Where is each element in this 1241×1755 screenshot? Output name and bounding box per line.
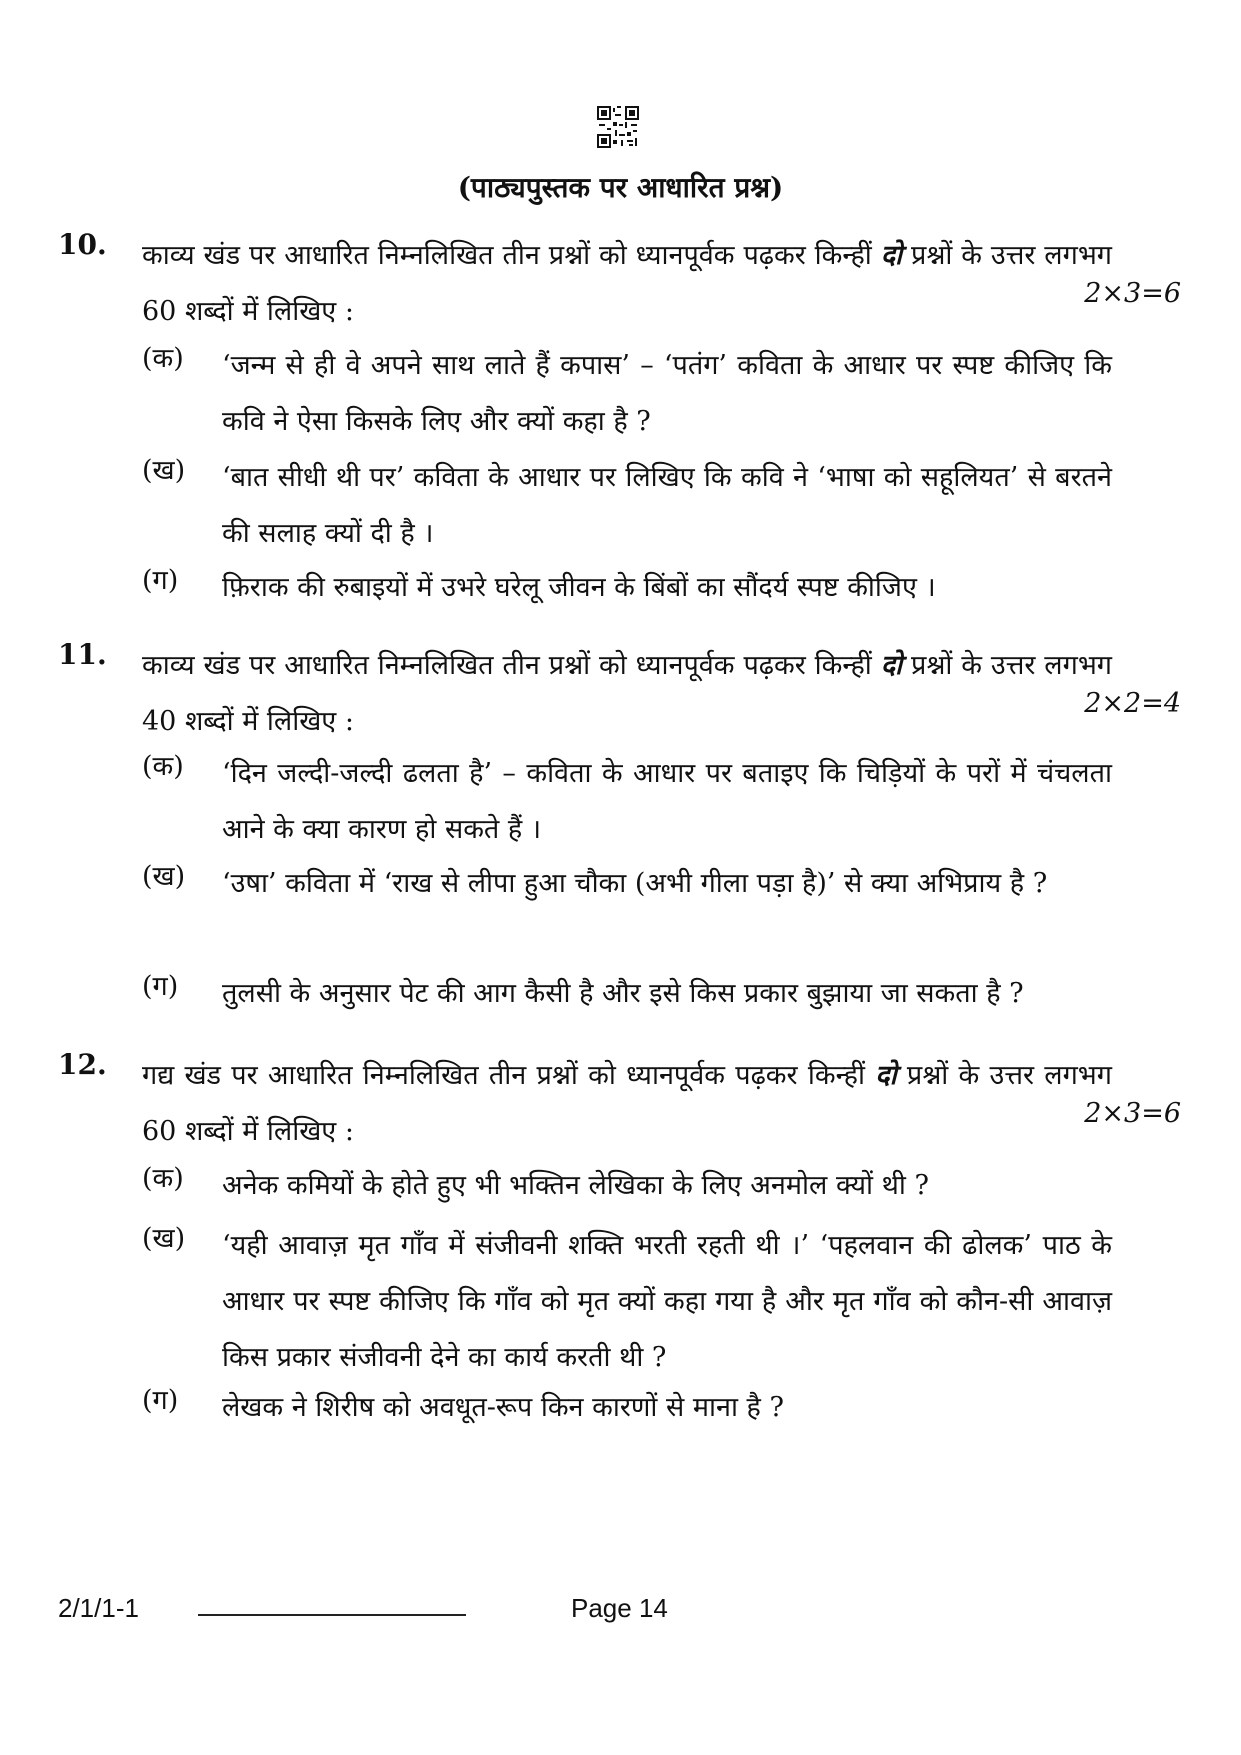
section-title: (पाठ्यपुस्तक पर आधारित प्रश्न) — [457, 171, 784, 204]
sub-question-label: (ग) — [142, 1385, 179, 1416]
question-text-emphasis: दो — [880, 240, 903, 271]
qr-code-icon — [597, 106, 639, 148]
question-number: 11. — [58, 638, 107, 671]
paper-code: 2/1/1-1 — [58, 1593, 139, 1623]
question-number: 10. — [58, 228, 107, 261]
sub-question-text: ‘जन्म से ही वे अपने साथ लाते हैं कपास’ – ‘पतंग’ कविता के आधार पर स्पष्ट कीजिए कि कवि ने ऐसा किसके लिए और क्यों कहा है ? — [222, 350, 1112, 437]
sub-question-label: (ख) — [142, 455, 186, 486]
sub-question-text: अनेक कमियों के होते हुए भी भक्तिन लेखिका के लिए अनमोल क्यों थी ? — [222, 1170, 929, 1201]
page-number: Page 14 — [571, 1593, 668, 1623]
question-marks: 2×2=4 — [1084, 688, 1181, 719]
sub-question-text: लेखक ने शिरीष को अवधूत-रूप किन कारणों से माना है ? — [222, 1392, 784, 1423]
question-text-pre: काव्य खंड पर आधारित निम्नलिखित तीन प्रश्नों को ध्यानपूर्वक पढ़कर किन्हीं — [142, 650, 872, 681]
sub-question-text: ‘दिन जल्दी-जल्दी ढलता है’ – कविता के आधार पर बताइए कि चिड़ियों के परों में चंचलता आने के क्या कारण हो सकते हैं । — [222, 758, 1112, 845]
sub-question-text: फ़िराक की रुबाइयों में उभरे घरेलू जीवन के बिंबों का सौंदर्य स्पष्ट कीजिए । — [222, 572, 936, 603]
question-text-emphasis: दो — [880, 650, 903, 681]
question-text — [142, 638, 1112, 750]
footer-divider — [198, 1614, 466, 1616]
question-marks: 2×3=6 — [1084, 1098, 1181, 1129]
question-text-post: प्रश्नों के उत्तर लगभग 60 शब्दों में लिखिए : — [142, 240, 1113, 327]
sub-question-text: तुलसी के अनुसार पेट की आग कैसी है और इसे किस प्रकार बुझाया जा सकता है ? — [222, 978, 1024, 1009]
sub-question-label: (क) — [142, 1163, 184, 1194]
question-text-post: प्रश्नों के उत्तर लगभग 60 शब्दों में लिखिए : — [142, 1060, 1112, 1147]
sub-question-text: ‘यही आवाज़ मृत गाँव में संजीवनी शक्ति भरती रहती थी ।’ ‘पहलवान की ढोलक’ पाठ के आधार पर स्पष्ट कीजिए कि गाँव को मृत क्यों कहा गया है और मृत गाँव को कौन-सी आवाज़ किस प्रकार संजीवनी देने का कार्य करती थी ? — [222, 1230, 1112, 1373]
sub-question-text: ‘उषा’ कविता में ‘राख से लीपा हुआ चौका (अभी गीला पड़ा है)’ से क्या अभिप्राय है ? — [222, 868, 1048, 899]
question-marks: 2×3=6 — [1084, 278, 1181, 309]
question-text — [142, 1048, 1112, 1160]
question-text-pre: काव्य खंड पर आधारित निम्नलिखित तीन प्रश्नों को ध्यानपूर्वक पढ़कर किन्हीं — [142, 240, 872, 271]
sub-question-label: (ख) — [142, 861, 186, 892]
question-text-post: प्रश्नों के उत्तर लगभग 40 शब्दों में लिखिए : — [142, 650, 1113, 737]
sub-question-label: (ख) — [142, 1223, 186, 1254]
question-text-emphasis: दो — [875, 1060, 897, 1091]
sub-question-label: (क) — [142, 343, 184, 374]
question-text-pre: गद्य खंड पर आधारित निम्नलिखित तीन प्रश्नों को ध्यानपूर्वक पढ़कर किन्हीं — [142, 1060, 865, 1091]
sub-question-label: (ग) — [142, 971, 179, 1002]
question-text — [142, 228, 1112, 340]
sub-question-label: (ग) — [142, 565, 179, 596]
sub-question-text: ‘बात सीधी थी पर’ कविता के आधार पर लिखिए कि कवि ने ‘भाषा को सहूलियत’ से बरतने की सलाह क्यों दी है । — [222, 462, 1112, 549]
sub-question-label: (क) — [142, 751, 184, 782]
question-number: 12. — [58, 1048, 107, 1081]
